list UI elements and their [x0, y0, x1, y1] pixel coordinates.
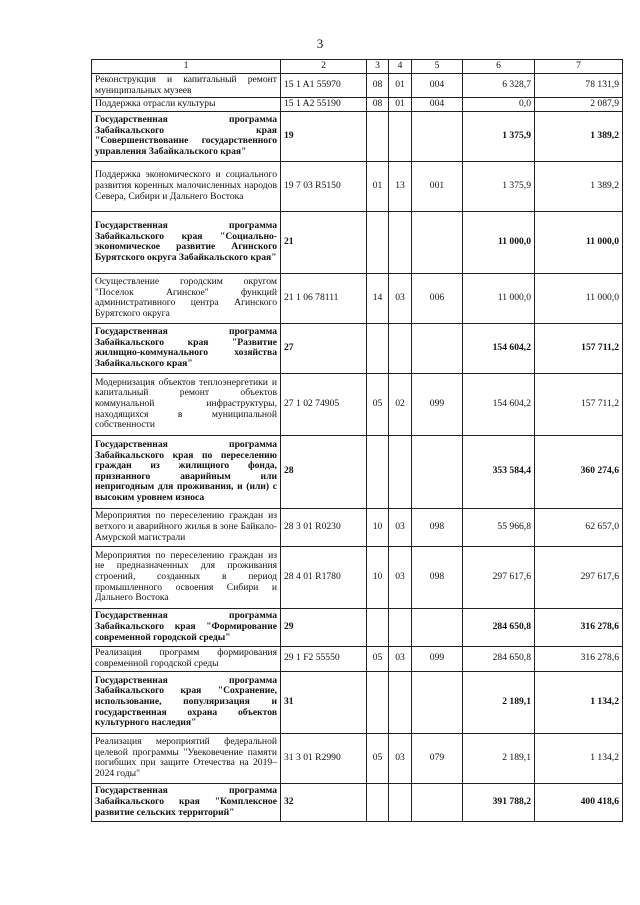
column-header: 2 [281, 60, 367, 74]
cell-vr: 098 [412, 508, 463, 546]
table-row [92, 98, 623, 112]
cell-vr: 099 [412, 373, 463, 435]
column-header: 7 [535, 60, 623, 74]
cell-vr [412, 671, 463, 733]
cell-vr: 079 [412, 733, 463, 783]
cell-rz [367, 111, 389, 161]
cell-code: 27 [281, 323, 367, 373]
cell-v2: 297 617,6 [535, 546, 623, 608]
cell-v1: 284 650,8 [463, 608, 535, 646]
cell-vr: 004 [412, 98, 463, 112]
program-row [92, 323, 623, 373]
cell-code: 15 1 A2 55190 [281, 98, 367, 112]
cell-pr [389, 671, 412, 733]
cell-pr: 02 [389, 373, 412, 435]
cell-rz [367, 435, 389, 508]
cell-pr: 03 [389, 546, 412, 608]
cell-pr [389, 783, 412, 821]
cell-rz: 10 [367, 508, 389, 546]
cell-pr [389, 111, 412, 161]
cell-name: Поддержка отрасли культуры [92, 98, 281, 112]
cell-v2: 78 131,9 [535, 74, 623, 98]
cell-rz: 05 [367, 646, 389, 671]
cell-rz: 08 [367, 98, 389, 112]
cell-v2: 2 087,9 [535, 98, 623, 112]
cell-code: 28 [281, 435, 367, 508]
cell-name: Государственная программа Забайкальского края "Социально-экономическое развитие Агинского Бурятского округа Забайкальского края" [92, 211, 281, 273]
cell-rz [367, 608, 389, 646]
cell-name: Государственная программа Забайкальского края по переселению граждан из жилищного фонда, признанного аварийным или непригодным для проживания, и (или) с высоким уровнем износа [92, 435, 281, 508]
cell-name: Мероприятия по переселению граждан из не предназначенных для проживания строений, созданных в период промышленного освоения Сибири и Дальнего Востока [92, 546, 281, 608]
cell-v1: 11 000,0 [463, 273, 535, 323]
cell-name: Модернизация объектов теплоэнергетики и капитальный ремонт объектов коммунальной инфраструктуры, находящихся в муниципальной собственности [92, 373, 281, 435]
page-number: 3 [316, 36, 324, 51]
program-row [92, 111, 623, 161]
cell-v2: 11 000,0 [535, 211, 623, 273]
cell-name: Поддержка экономического и социального развития коренных малочисленных народов Севера, Сибири и Дальнего Востока [92, 161, 281, 211]
cell-code: 32 [281, 783, 367, 821]
cell-v1: 2 189,1 [463, 733, 535, 783]
cell-v2: 316 278,6 [535, 608, 623, 646]
cell-vr: 004 [412, 74, 463, 98]
cell-rz [367, 783, 389, 821]
cell-rz: 01 [367, 161, 389, 211]
cell-name: Государственная программа Забайкальского края "Сохранение, использование, популяризация и государственная охрана объектов культурного наследия" [92, 671, 281, 733]
cell-v1: 154 604,2 [463, 373, 535, 435]
cell-v2: 316 278,6 [535, 646, 623, 671]
cell-v2: 400 418,6 [535, 783, 623, 821]
cell-v2: 157 711,2 [535, 373, 623, 435]
cell-rz: 10 [367, 546, 389, 608]
cell-name: Реализация мероприятий федеральной целевой программы "Увековечение памяти погибших при защите Отечества на 2019–2024 годы" [92, 733, 281, 783]
cell-v1: 55 966,8 [463, 508, 535, 546]
cell-v2: 11 000,0 [535, 273, 623, 323]
column-header: 4 [389, 60, 412, 74]
cell-code: 15 1 A1 55970 [281, 74, 367, 98]
cell-code: 21 [281, 211, 367, 273]
cell-vr [412, 211, 463, 273]
cell-v1: 11 000,0 [463, 211, 535, 273]
cell-code: 19 7 03 R5150 [281, 161, 367, 211]
table-row [92, 373, 623, 435]
table-row [92, 161, 623, 211]
cell-v1: 1 375,9 [463, 111, 535, 161]
cell-v1: 297 617,6 [463, 546, 535, 608]
table-row [92, 546, 623, 608]
cell-v2: 62 657,0 [535, 508, 623, 546]
cell-pr: 03 [389, 733, 412, 783]
cell-vr [412, 435, 463, 508]
cell-vr [412, 111, 463, 161]
cell-rz: 05 [367, 733, 389, 783]
cell-pr: 01 [389, 74, 412, 98]
cell-v1: 6 328,7 [463, 74, 535, 98]
cell-v2: 1 134,2 [535, 733, 623, 783]
cell-v1: 154 604,2 [463, 323, 535, 373]
cell-rz [367, 323, 389, 373]
cell-pr [389, 608, 412, 646]
cell-rz: 14 [367, 273, 389, 323]
cell-vr: 006 [412, 273, 463, 323]
cell-v1: 1 375,9 [463, 161, 535, 211]
cell-v1: 2 189,1 [463, 671, 535, 733]
table-row [92, 273, 623, 323]
cell-pr: 03 [389, 508, 412, 546]
cell-v2: 1 389,2 [535, 161, 623, 211]
cell-pr [389, 211, 412, 273]
cell-vr: 098 [412, 546, 463, 608]
table-row [92, 733, 623, 783]
cell-code: 31 [281, 671, 367, 733]
cell-vr: 099 [412, 646, 463, 671]
cell-code: 29 [281, 608, 367, 646]
cell-v1: 391 788,2 [463, 783, 535, 821]
cell-name: Государственная программа Забайкальского края "Развитие жилищно-коммунального хозяйства Забайкальского края" [92, 323, 281, 373]
cell-rz [367, 671, 389, 733]
cell-name: Реконструкция и капитальный ремонт муниципальных музеев [92, 74, 281, 98]
table-body [92, 74, 623, 822]
cell-v2: 360 274,6 [535, 435, 623, 508]
cell-vr [412, 608, 463, 646]
column-header: 1 [92, 60, 281, 74]
table-row [92, 508, 623, 546]
cell-v1: 0,0 [463, 98, 535, 112]
cell-name: Реализация программ формирования современной городской среды [92, 646, 281, 671]
cell-code: 31 3 01 R2990 [281, 733, 367, 783]
cell-name: Государственная программа Забайкальского края "Формирование современной городской среды" [92, 608, 281, 646]
cell-rz: 08 [367, 74, 389, 98]
table-row [92, 646, 623, 671]
program-row [92, 783, 623, 821]
cell-v2: 157 711,2 [535, 323, 623, 373]
cell-pr [389, 435, 412, 508]
cell-name: Государственная программа Забайкальского края "Совершенствование государственного управления Забайкальского края" [92, 111, 281, 161]
table-row [92, 74, 623, 98]
budget-table [91, 59, 623, 822]
cell-v2: 1 134,2 [535, 671, 623, 733]
cell-pr: 03 [389, 273, 412, 323]
cell-v1: 284 650,8 [463, 646, 535, 671]
cell-name: Государственная программа Забайкальского края "Комплексное развитие сельских территорий" [92, 783, 281, 821]
cell-code: 29 1 F2 55550 [281, 646, 367, 671]
program-row [92, 671, 623, 733]
program-row [92, 435, 623, 508]
header-row [92, 60, 623, 74]
cell-name: Осуществление городским округом "Поселок Агинское" функций административного центра Агинского Бурятского округа [92, 273, 281, 323]
cell-pr: 03 [389, 646, 412, 671]
column-header: 5 [412, 60, 463, 74]
cell-vr: 001 [412, 161, 463, 211]
cell-pr [389, 323, 412, 373]
cell-rz: 05 [367, 373, 389, 435]
cell-pr: 01 [389, 98, 412, 112]
cell-code: 28 4 01 R1780 [281, 546, 367, 608]
program-row [92, 608, 623, 646]
column-header: 3 [367, 60, 389, 74]
cell-vr [412, 323, 463, 373]
program-row [92, 211, 623, 273]
cell-pr: 13 [389, 161, 412, 211]
cell-rz [367, 211, 389, 273]
cell-v2: 1 389,2 [535, 111, 623, 161]
cell-code: 21 1 06 78111 [281, 273, 367, 323]
cell-name: Мероприятия по переселению граждан из ветхого и аварийного жилья в зоне Байкало-Амурской магистрали [92, 508, 281, 546]
cell-v1: 353 584,4 [463, 435, 535, 508]
cell-code: 27 1 02 74905 [281, 373, 367, 435]
cell-code: 28 3 01 R0230 [281, 508, 367, 546]
cell-code: 19 [281, 111, 367, 161]
cell-vr [412, 783, 463, 821]
column-header: 6 [463, 60, 535, 74]
